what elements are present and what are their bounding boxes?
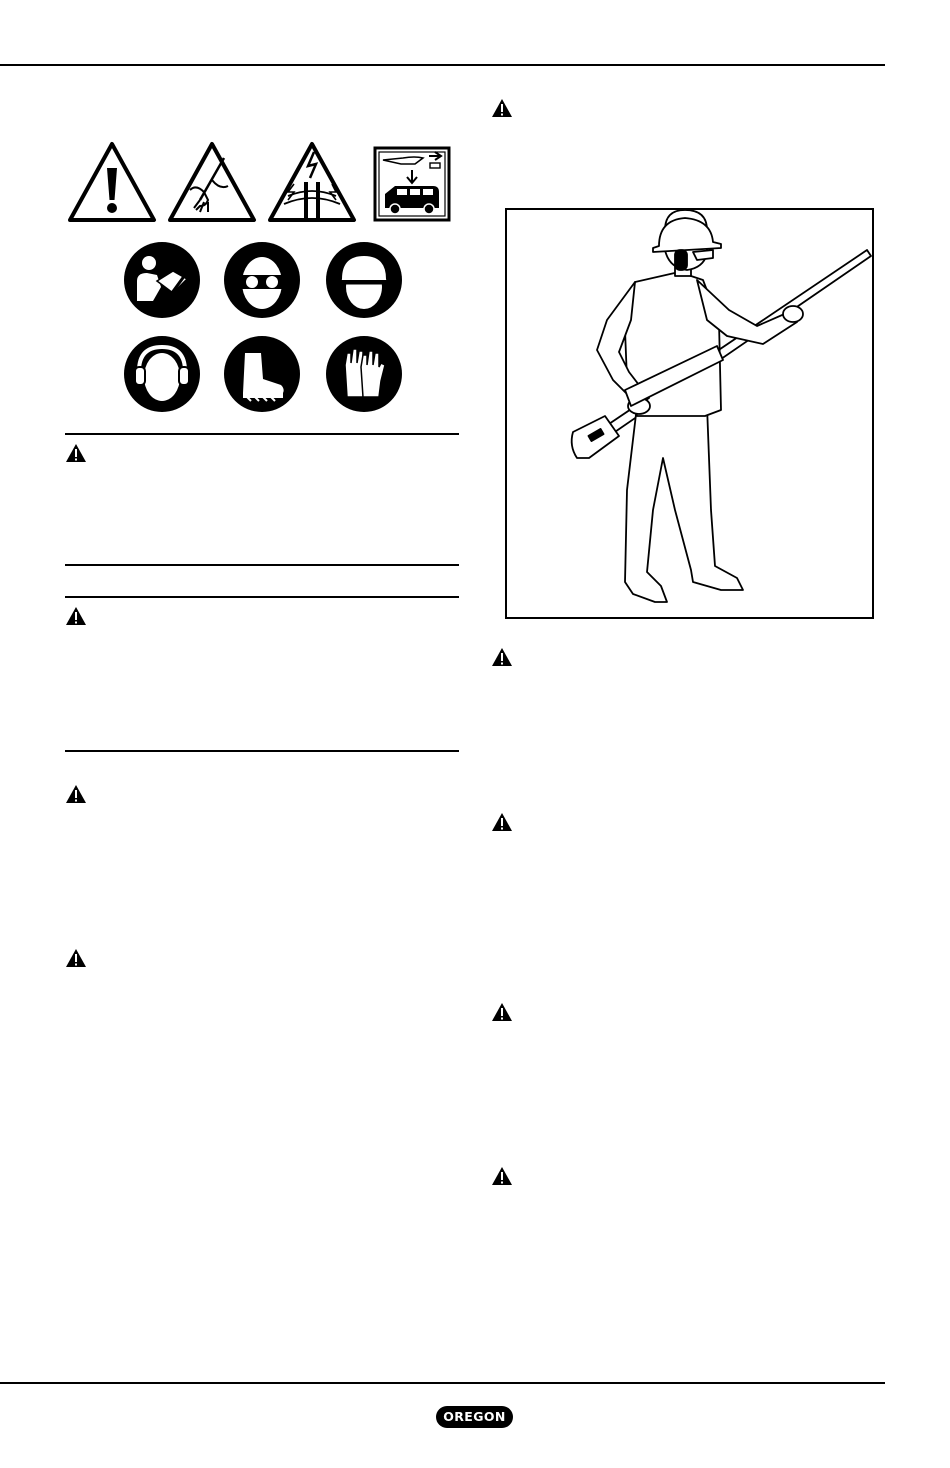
section-rule <box>65 750 459 752</box>
warning-icon <box>491 812 513 832</box>
footer-rule <box>0 1382 885 1384</box>
section-rule <box>65 564 459 566</box>
warning-icon <box>65 948 87 968</box>
wear-hearing-protection-icon <box>123 335 201 413</box>
wear-gloves-icon <box>325 335 403 413</box>
warning-icon <box>491 1166 513 1186</box>
warning-icon <box>491 1002 513 1022</box>
read-manual-icon <box>123 241 201 319</box>
section-rule <box>65 596 459 598</box>
wear-eye-protection-icon <box>223 241 301 319</box>
warning-icon <box>65 784 87 804</box>
warning-icon <box>491 647 513 667</box>
electrocution-hazard-icon <box>266 140 358 224</box>
warning-icon <box>65 606 87 626</box>
warning-icon <box>491 98 513 118</box>
operator-figure <box>505 208 874 619</box>
section-rule <box>65 433 459 435</box>
operator-with-pole-saw-illustration <box>507 210 872 617</box>
cut-hazard-icon <box>166 140 258 224</box>
no-transport-when-running-icon <box>373 146 451 222</box>
wear-safety-boots-icon <box>223 335 301 413</box>
hazard-icons-row <box>66 140 456 226</box>
general-warning-icon <box>66 140 158 224</box>
brand-logo: OREGON <box>436 1406 513 1428</box>
header-rule <box>0 64 885 66</box>
wear-head-protection-icon <box>325 241 403 319</box>
warning-icon <box>65 443 87 463</box>
